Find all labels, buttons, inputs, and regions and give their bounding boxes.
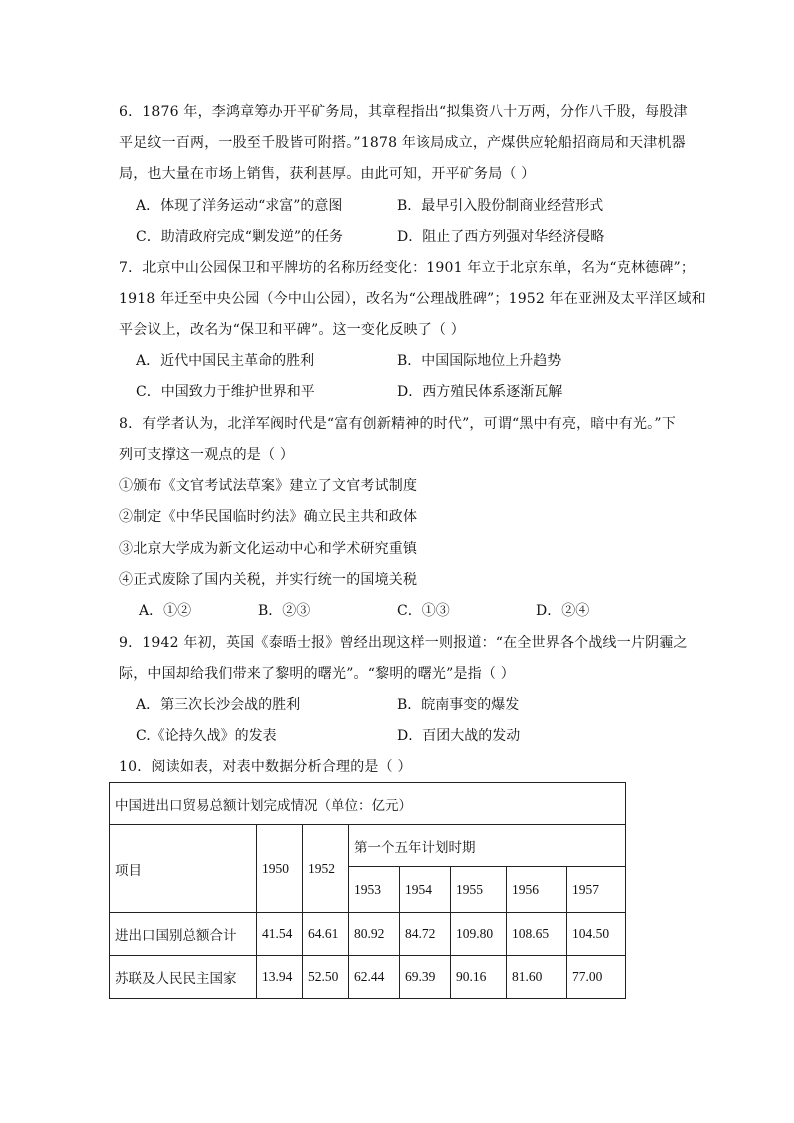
table-year-1954: 1954	[400, 867, 451, 913]
table-cell: 80.92	[349, 913, 400, 956]
q8-option-c[interactable]: C．①③	[397, 603, 450, 619]
q9-line-2: 际，中国却给我们带来了黎明的曙光”。“黎明的曙光”是指（ ）	[119, 666, 515, 682]
table-row-label: 苏联及人民民主国家	[110, 956, 257, 999]
table-cell: 108.65	[507, 913, 567, 956]
table-cell: 81.60	[507, 956, 567, 999]
table-cell: 41.54	[257, 913, 303, 956]
table-item-header: 项目	[110, 825, 257, 913]
q6-line-3: 局，也大量在市场上销售，获利甚厚。由此可知，开平矿务局（ ）	[119, 166, 536, 182]
q8-item-3: ③北京大学成为新文化运动中心和学术研究重镇	[119, 541, 418, 557]
q7-option-d[interactable]: D．西方殖民体系逐渐瓦解	[397, 384, 563, 400]
q8-item-2: ②制定《中华民国临时约法》确立民主共和政体	[119, 509, 418, 525]
q8-item-4: ④正式废除了国内关税，并实行统一的国境关税	[119, 572, 418, 588]
q6-option-b[interactable]: B．最早引入股份制商业经营形式	[397, 198, 604, 214]
q6-option-a[interactable]: A．体现了洋务运动“求富”的意图	[136, 198, 343, 214]
table-cell: 109.80	[451, 913, 507, 956]
q7-option-a[interactable]: A．近代中国民主革命的胜利	[136, 353, 315, 369]
q9-option-a[interactable]: A．第三次长沙会战的胜利	[136, 697, 301, 713]
table-cell: 104.50	[567, 913, 626, 956]
q6-line-2: 平足纹一百两，一股至千股皆可附搭。”1878 年该局成立，产煤供应轮船招商局和天津机器	[119, 135, 686, 151]
q7-line-1: 7．北京中山公园保卫和平牌坊的名称历经变化：1901 年立于北京东单，名为“克林德碑”；	[119, 260, 696, 276]
q6-option-c[interactable]: C．助清政府完成“剿发逆”的任务	[136, 229, 344, 245]
q8-option-d[interactable]: D．②④	[536, 603, 590, 619]
table-cell: 62.44	[349, 956, 400, 999]
table-cell: 90.16	[451, 956, 507, 999]
q7-line-2: 1918 年迁至中央公园（今中山公园），改名为“公理战胜碑”；1952 年在亚洲及太平洋区域和	[119, 291, 706, 307]
q10-line-1: 10．阅读如表，对表中数据分析合理的是（ ）	[119, 759, 412, 775]
q7-option-b[interactable]: B．中国国际地位上升趋势	[397, 353, 562, 369]
table-cell: 52.50	[303, 956, 349, 999]
table-cell: 69.39	[400, 956, 451, 999]
q9-option-b[interactable]: B．皖南事变的爆发	[397, 697, 520, 713]
table-row-label: 进出口国别总额合计	[110, 913, 257, 956]
q8-line-2: 列可支撑这一观点的是（ ）	[119, 447, 295, 463]
q8-line-1: 8．有学者认为，北洋军阀时代是“富有创新精神的时代”，可谓“黑中有亮，暗中有光。”下	[119, 416, 676, 432]
q9-option-d[interactable]: D．百团大战的发动	[397, 728, 521, 744]
table-row	[110, 913, 626, 956]
q8-option-b[interactable]: B．②③	[258, 603, 311, 619]
table-cell: 77.00	[567, 956, 626, 999]
trade-data-table	[109, 782, 626, 999]
q8-item-1: ①颁布《文官考试法草案》建立了文官考试制度	[119, 478, 418, 494]
table-cell: 64.61	[303, 913, 349, 956]
q7-option-c[interactable]: C．中国致力于维护世界和平	[136, 384, 315, 400]
table-year-1952: 1952	[303, 825, 349, 913]
table-cell: 84.72	[400, 913, 451, 956]
table-year-1953: 1953	[349, 867, 400, 913]
table-year-1957: 1957	[567, 867, 626, 913]
q6-option-d[interactable]: D．阻止了西方列强对华经济侵略	[397, 229, 605, 245]
q6-line-1: 6．1876 年，李鸿章筹办开平矿务局，其章程指出“拟集资八十万两，分作八千股，每股津	[119, 104, 688, 120]
table-year-1955: 1955	[451, 867, 507, 913]
q7-line-3: 平会议上，改名为“保卫和平碑”。这一变化反映了（ ）	[119, 322, 465, 338]
q9-option-c[interactable]: C.《论持久战》的发表	[136, 728, 277, 744]
table-caption: 中国进出口贸易总额计划完成情况（单位：亿元）	[110, 783, 626, 825]
q8-option-a[interactable]: A．①②	[139, 603, 192, 619]
q9-line-1: 9．1942 年初，英国《泰晤士报》曾经出现这样一则报道：“在全世界各个战线一片阴霾之	[119, 635, 688, 651]
table-plan-header: 第一个五年计划时期	[349, 825, 626, 867]
table-year-1956: 1956	[507, 867, 567, 913]
table-year-1950: 1950	[257, 825, 303, 913]
table-row	[110, 956, 626, 999]
table-cell: 13.94	[257, 956, 303, 999]
